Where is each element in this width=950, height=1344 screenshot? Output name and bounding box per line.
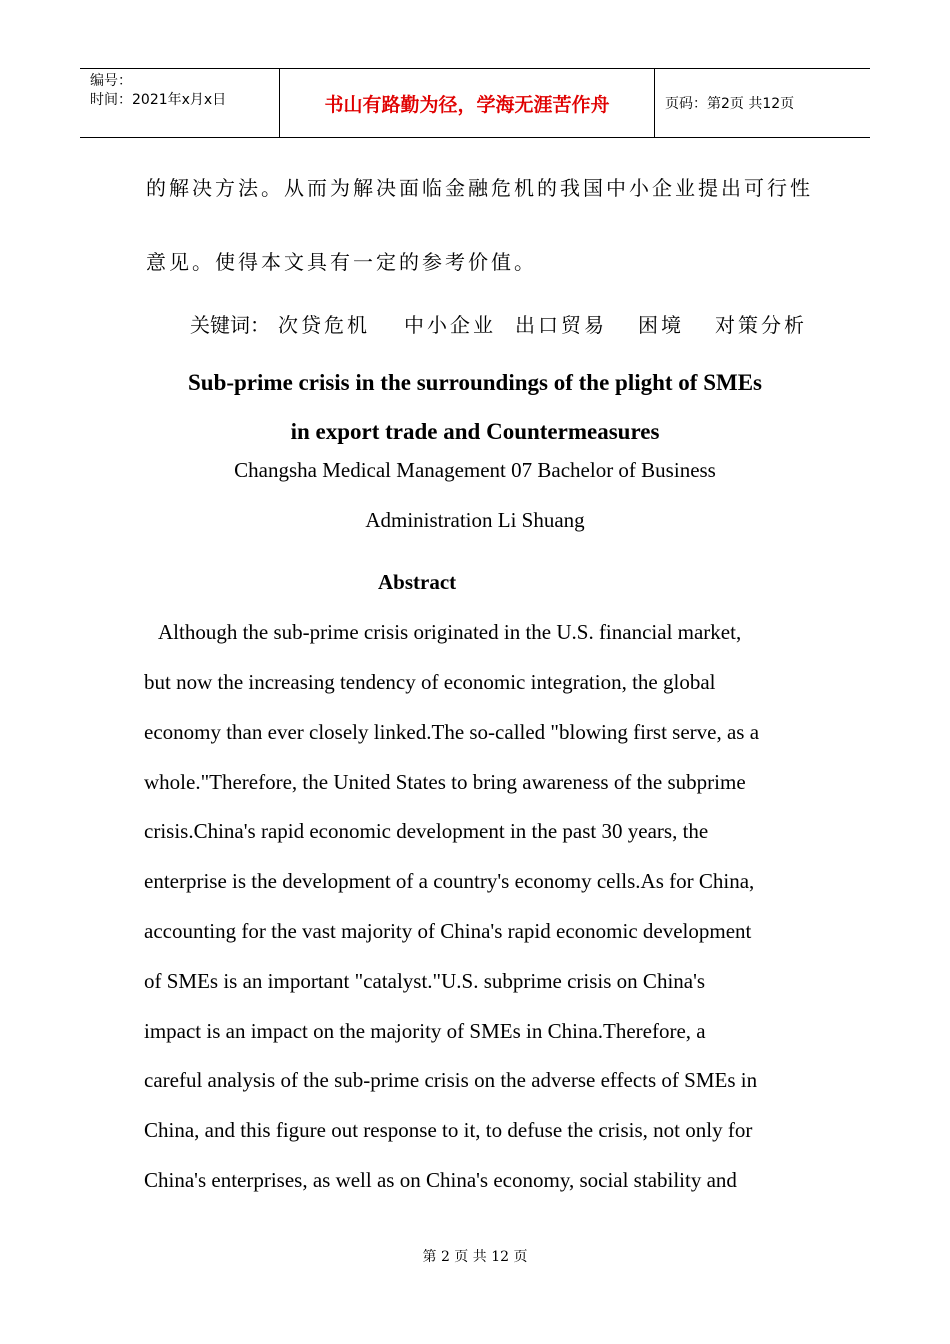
abstract-line: careful analysis of the sub-prime crisis on the adverse effects of SMEs in xyxy=(144,1068,758,1092)
keyword-item: 对策分析 xyxy=(715,313,807,337)
abstract-line: impact is an impact on the majority of SMEs in China.Therefore, a xyxy=(144,1019,706,1043)
abstract-line: economy than ever closely linked.The so-called "blowing first serve, as a xyxy=(144,720,760,744)
abstract-line: accounting for the vast majority of China's rapid economic development xyxy=(144,919,752,943)
abstract-line: China, and this figure out response to it, to defuse the crisis, not only for xyxy=(144,1118,753,1142)
header-motto: 书山有路勤为径，学海无涯苦作舟 xyxy=(280,69,655,137)
abstract-line: Although the sub-prime crisis originated in the U.S. financial market, xyxy=(158,620,742,644)
time-label: 时间：2021年x月x日 xyxy=(90,92,227,108)
header-page-info: 页码：第2页 共12页 xyxy=(665,96,795,112)
abstract-line: of SMEs is an important "catalyst."U.S. subprime crisis on China's xyxy=(144,969,706,993)
keyword-item: 中小企业 xyxy=(404,313,496,337)
page-header xyxy=(80,68,870,138)
page-footer: 第 2 页 共 12 页 xyxy=(422,1249,528,1265)
keywords-label: 关键词： xyxy=(190,313,270,337)
abstract-line: but now the increasing tendency of economic integration, the global xyxy=(144,670,716,694)
number-label: 编号： xyxy=(90,73,132,89)
abstract-heading: Abstract xyxy=(378,570,457,594)
abstract-line: whole."Therefore, the United States to bring awareness of the subprime xyxy=(144,770,746,794)
chinese-text-line: 的解决方法。从而为解决面临金融危机的我国中小企业提出可行性 xyxy=(146,176,813,200)
author-line: Administration Li Shuang xyxy=(365,508,585,532)
paper-title-line: Sub-prime crisis in the surroundings of the plight of SMEs xyxy=(187,370,763,395)
paper-title-line: in export trade and Countermeasures xyxy=(290,419,660,444)
keyword-item: 出口贸易 xyxy=(515,313,607,337)
keyword-item: 困境 xyxy=(638,313,684,337)
author-line: Changsha Medical Management 07 Bachelor of Business xyxy=(234,458,716,482)
abstract-line: enterprise is the development of a country's economy cells.As for China, xyxy=(144,869,755,893)
header-meta xyxy=(80,69,280,137)
abstract-line: China's enterprises, as well as on China's economy, social stability and xyxy=(144,1168,737,1192)
abstract-line: crisis.China's rapid economic development in the past 30 years, the xyxy=(144,819,709,843)
chinese-text-line: 意见。使得本文具有一定的参考价值。 xyxy=(146,250,537,274)
keyword-item: 次贷危机 xyxy=(278,313,370,337)
